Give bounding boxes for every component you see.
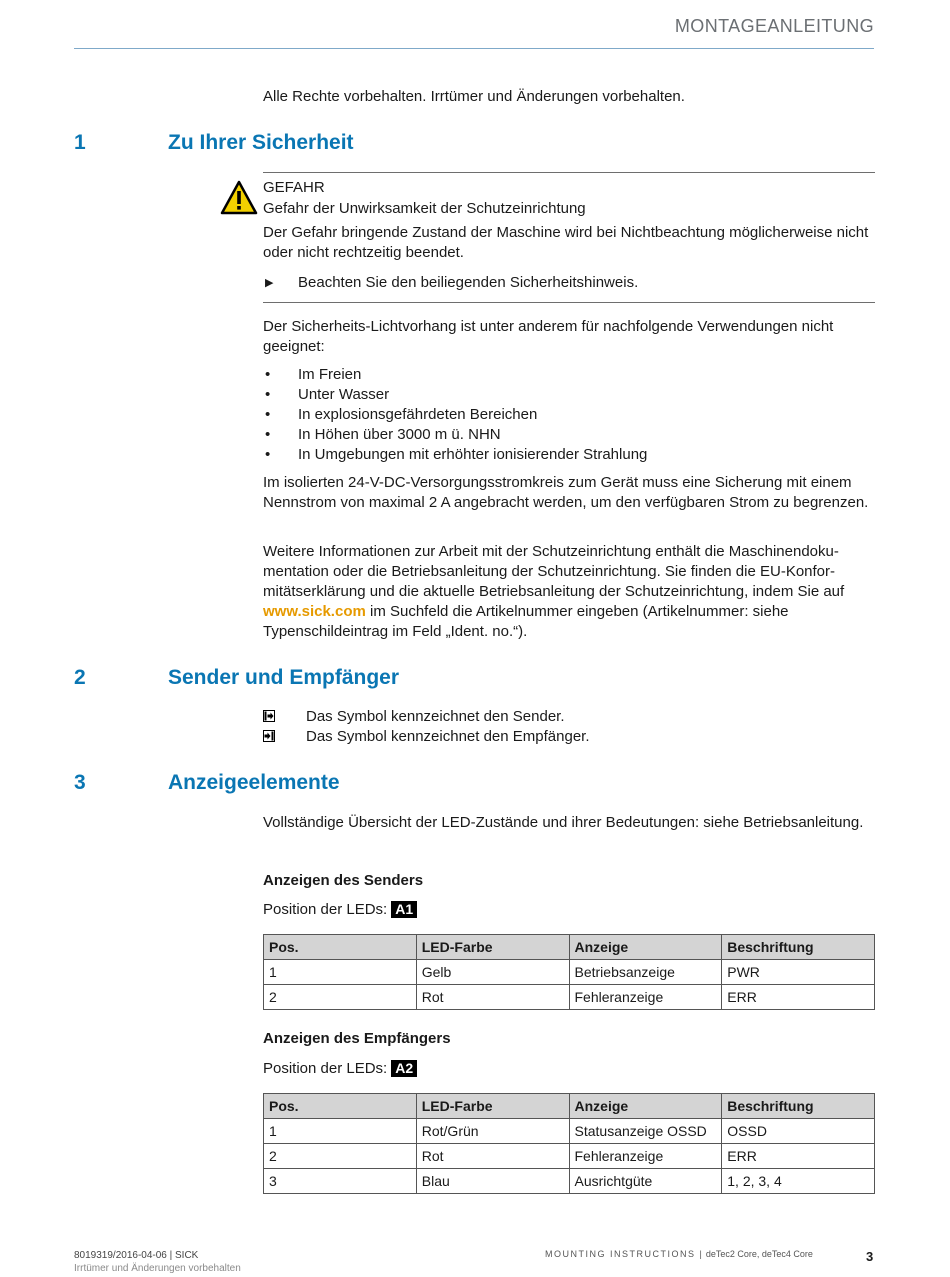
table-cell: OSSD: [722, 1119, 875, 1144]
receiver-led-table: [263, 1093, 875, 1194]
info-text-after: im Suchfeld die Artikelnummer eingeben (Artikelnummer: siehe Typenschildeintrag im Feld „Ident. no.“).: [263, 603, 789, 640]
receiver-led-position-label: Position der LEDs:: [263, 1060, 388, 1077]
column-header: Pos.: [264, 935, 417, 960]
table-cell: Fehleranzeige: [569, 1144, 722, 1169]
warning-subtitle: Gefahr der Unwirksamkeit der Schutzeinrichtung: [263, 200, 586, 217]
table-cell: Betriebsanzeige: [569, 960, 722, 985]
table-cell: 1: [264, 960, 417, 985]
warning-action-text: Beachten Sie den beiliegenden Sicherheitshinweis.: [298, 274, 639, 291]
section-2-number: 2: [74, 666, 86, 689]
warning-triangle-icon: [220, 180, 258, 215]
column-header: LED-Farbe: [416, 1094, 569, 1119]
table-cell: 2: [264, 1144, 417, 1169]
footer-doc-id: 8019319/2016-04-06 | SICK: [74, 1250, 199, 1261]
warning-bottom-divider: [263, 302, 875, 303]
table-cell: Statusanzeige OSSD: [569, 1119, 722, 1144]
footer-product: deTec2 Core, deTec4 Core: [703, 1249, 813, 1259]
sender-led-position-label: Position der LEDs:: [263, 901, 388, 918]
section-1-title: Zu Ihrer Sicherheit: [168, 131, 354, 154]
column-header: Beschriftung: [722, 1094, 875, 1119]
sender-symbol-icon: [263, 710, 275, 722]
symbol-receiver-text: Das Symbol kennzeichnet den Empfänger.: [306, 728, 590, 745]
footer-doc-type: MOUNTING INSTRUCTIONS |: [545, 1249, 704, 1259]
bullet-icon: •: [265, 426, 271, 443]
warning-text: Der Gefahr bringende Zustand der Maschine wird bei Nichtbeachtung möglicherweise nicht oder nicht rechtzeitig beendet.: [263, 224, 869, 261]
list-item-text: In explosionsgefährdeten Bereichen: [298, 406, 538, 423]
table-header-row: [264, 935, 875, 960]
sender-position-badge: A1: [391, 901, 417, 918]
bullet-icon: •: [265, 386, 271, 403]
table-cell: Blau: [416, 1169, 569, 1194]
list-item-text: Im Freien: [298, 366, 362, 383]
receiver-symbol-icon: [263, 730, 275, 742]
bullet-icon: •: [265, 446, 271, 463]
header-divider: [74, 48, 874, 49]
table-cell: Rot: [416, 1144, 569, 1169]
warning-top-divider: [263, 172, 875, 173]
table-cell: Fehleranzeige: [569, 985, 722, 1010]
section-3-number: 3: [74, 771, 86, 794]
bullet-icon: •: [265, 406, 271, 423]
bullet-icon: •: [265, 366, 271, 383]
fuse-text: Im isolierten 24-V-DC-Versorgungsstromkreis zum Gerät muss eine Sicherung mit einem Nennstrom von maximal 2 A angebracht werden, um den verfügbaren Strom zu begrenzen.: [263, 474, 869, 511]
table-row: [264, 1144, 875, 1169]
sender-led-table: [263, 934, 875, 1010]
column-header: LED-Farbe: [416, 935, 569, 960]
footer-disclaimer: Irrtümer und Änderungen vorbehalten: [74, 1263, 241, 1274]
led-overview-text: Vollständige Übersicht der LED-Zustände und ihrer Bedeutungen: siehe Betriebsanleitung.: [263, 814, 864, 831]
column-header: Pos.: [264, 1094, 417, 1119]
table-cell: 3: [264, 1169, 417, 1194]
symbol-sender-text: Das Symbol kennzeichnet den Sender.: [306, 708, 565, 725]
footer-doc-title: [545, 1249, 813, 1259]
table-header-row: [264, 1094, 875, 1119]
list-item-text: Unter Wasser: [298, 386, 390, 403]
table-cell: Rot: [416, 985, 569, 1010]
action-arrow-icon: ▶: [265, 277, 274, 289]
table-cell: 2: [264, 985, 417, 1010]
table-cell: Ausrichtgüte: [569, 1169, 722, 1194]
table-cell: 1, 2, 3, 4: [722, 1169, 875, 1194]
table-cell: Rot/Grün: [416, 1119, 569, 1144]
table-cell: ERR: [722, 1144, 875, 1169]
sender-led-position: [263, 900, 417, 920]
column-header: Anzeige: [569, 1094, 722, 1119]
section-2-title: Sender und Empfänger: [168, 666, 400, 689]
table-cell: Gelb: [416, 960, 569, 985]
warning-label: GEFAHR: [263, 179, 325, 196]
table-cell: PWR: [722, 960, 875, 985]
list-item-text: In Höhen über 3000 m ü. NHN: [298, 426, 501, 443]
table-row: [264, 1119, 875, 1144]
column-header: Anzeige: [569, 935, 722, 960]
list-item-text: In Umgebungen mit erhöhter ionisierender Strahlung: [298, 446, 648, 463]
receiver-indicators-heading: Anzeigen des Empfängers: [263, 1030, 451, 1047]
table-row: [264, 1169, 875, 1194]
table-row: [264, 960, 875, 985]
table-cell: 1: [264, 1119, 417, 1144]
sick-website-link[interactable]: www.sick.com: [263, 603, 366, 620]
column-header: Beschriftung: [722, 935, 875, 960]
unsuitable-intro: Der Sicherheits-Lichtvorhang ist unter anderem für nachfolgende Verwendungen nicht geeignet:: [263, 318, 834, 355]
receiver-position-badge: A2: [391, 1060, 417, 1077]
page-number: 3: [866, 1249, 874, 1264]
intro-text: Alle Rechte vorbehalten. Irrtümer und Änderungen vorbehalten.: [263, 88, 685, 105]
footer-doc-info: [74, 1249, 241, 1275]
table-cell: ERR: [722, 985, 875, 1010]
table-row: [264, 985, 875, 1010]
section-3-title: Anzeigeelemente: [168, 771, 340, 794]
receiver-led-position: [263, 1059, 417, 1079]
section-1-number: 1: [74, 131, 86, 154]
header-title: MONTAGEANLEITUNG: [674, 16, 874, 36]
sender-indicators-heading: Anzeigen des Senders: [263, 872, 424, 889]
info-text-before: Weitere Informationen zur Arbeit mit der Schutzeinrichtung enthält die Maschinendokumentation oder die Betriebsanleitung der Schutzeinrichtung. Sie finden die EU-Konformitätserklärung und die aktuelle Betriebsanleitung der Schutzeinrichtung, indem Sie auf: [263, 543, 845, 600]
info-text: [263, 542, 875, 642]
